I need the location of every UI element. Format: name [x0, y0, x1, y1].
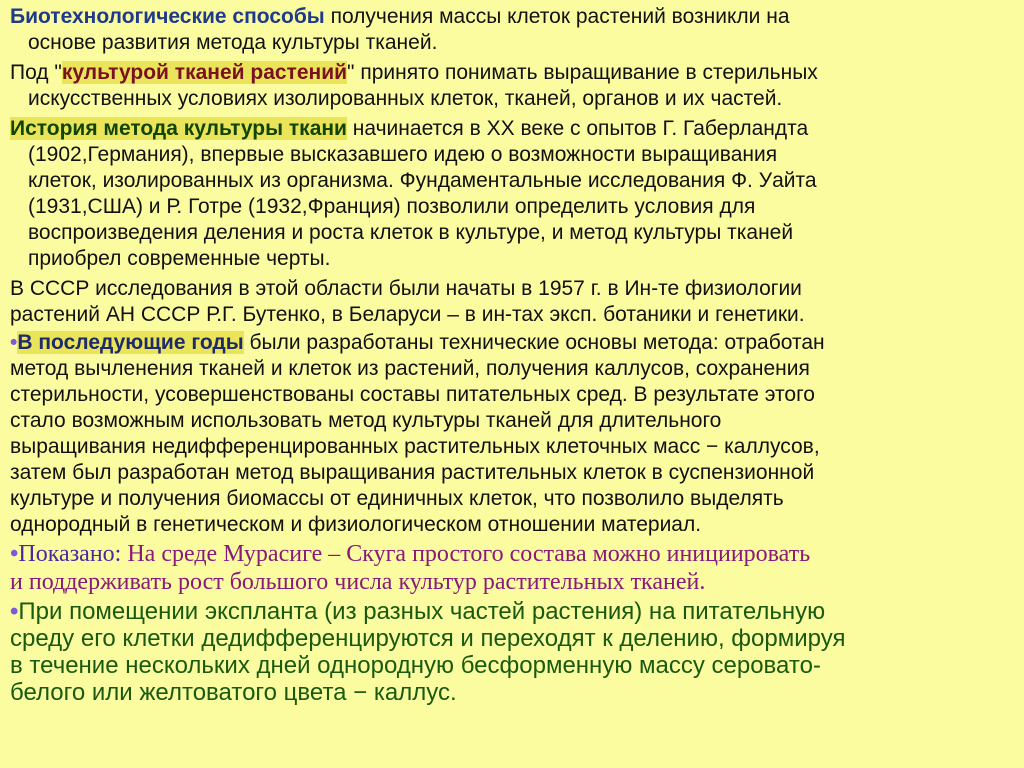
line: приобрел современные черты.: [28, 247, 331, 270]
line: и поддерживать рост большого числа культур растительных тканей.: [10, 569, 706, 595]
line: культуре и получения биомассы от единичных клеток, что позволило выделять: [10, 487, 784, 510]
bullet-icon: •: [10, 331, 18, 354]
text: При помещении экспланта (из разных частей растения) на питательную: [18, 598, 826, 625]
highlight-biotech-methods: Биотехнологические способы: [10, 5, 325, 28]
line: в течение нескольких дней однородную бесформенную массу серовато-: [10, 652, 821, 679]
paragraph-explant: [10, 598, 1010, 706]
highlight-subsequent-years: В последующие годы: [17, 331, 244, 354]
line: клеток, изолированных из организма. Фундаментальные исследования Ф. Уайта: [28, 169, 817, 192]
line: стерильности, усовершенствованы составы питательных сред. В результате этого: [10, 383, 815, 406]
line: белого или желтоватого цвета − каллус.: [10, 679, 457, 706]
line: (1931,США) и Р. Готре (1932,Франция) позволили определить условия для: [28, 195, 756, 218]
highlight-tissue-culture: культурой тканей растений: [61, 61, 348, 84]
text: получения массы клеток растений возникли на: [324, 5, 790, 28]
paragraph-tissue-culture-definition: [10, 60, 1010, 112]
text: Под ": [10, 61, 62, 84]
text: были разработаны технические основы метода: отработан: [243, 331, 825, 354]
bullet-icon: •: [10, 541, 19, 567]
line: (1902,Германия), впервые высказавшего идею о возможности выращивания: [28, 143, 778, 166]
text: " принято понимать выращивание в стерильных: [347, 61, 818, 84]
line: среду его клетки дедифференцируются и переходят к делению, формируя: [10, 625, 846, 652]
bullet-icon: •: [10, 598, 19, 625]
paragraph-history: [10, 116, 1010, 272]
line: метод вычленения тканей и клеток из растений, получения каллусов, сохранения: [10, 357, 810, 380]
line: [10, 330, 1010, 356]
line: [10, 5, 790, 28]
line: В СССР исследования в этой области были начаты в 1957 г. в Ин-те физиологии: [10, 277, 802, 300]
line: искусственных условиях изолированных клеток, тканей, органов и их частей.: [28, 87, 783, 110]
paragraph-biotech-methods: [10, 4, 1010, 56]
line: растений АН СССР Р.Г. Бутенко, в Беларуси – в ин-тах эксп. ботаники и генетики.: [10, 303, 805, 326]
line: воспроизведения деления и роста клеток в культуре, и метод культуры тканей: [28, 221, 794, 244]
paragraph-ussr-research: [10, 276, 1010, 328]
line: [10, 117, 808, 140]
line: выращивания недифференцированных растительных клеточных масс − каллусов,: [10, 435, 820, 458]
text: На среде Мурасиге – Скуга простого состава можно инициировать: [121, 541, 811, 567]
line: основе развития метода культуры тканей.: [28, 31, 438, 54]
paragraph-subsequent-years: [10, 330, 1010, 538]
line: стало возможным использовать метод культуры тканей для длительного: [10, 409, 722, 432]
line: [10, 540, 1010, 568]
line: [10, 598, 1010, 625]
lead-shown: Показано:: [18, 541, 122, 567]
paragraph-shown: [10, 540, 1010, 596]
line: однородный в генетическом и физиологическом отношении материал.: [10, 513, 702, 536]
line: затем был разработан метод выращивания растительных клеток в суспензионной: [10, 461, 815, 484]
line: [10, 61, 818, 84]
text: начинается в ХХ веке с опытов Г. Габерландта: [346, 117, 809, 140]
highlight-history: История метода культуры ткани: [10, 117, 347, 140]
